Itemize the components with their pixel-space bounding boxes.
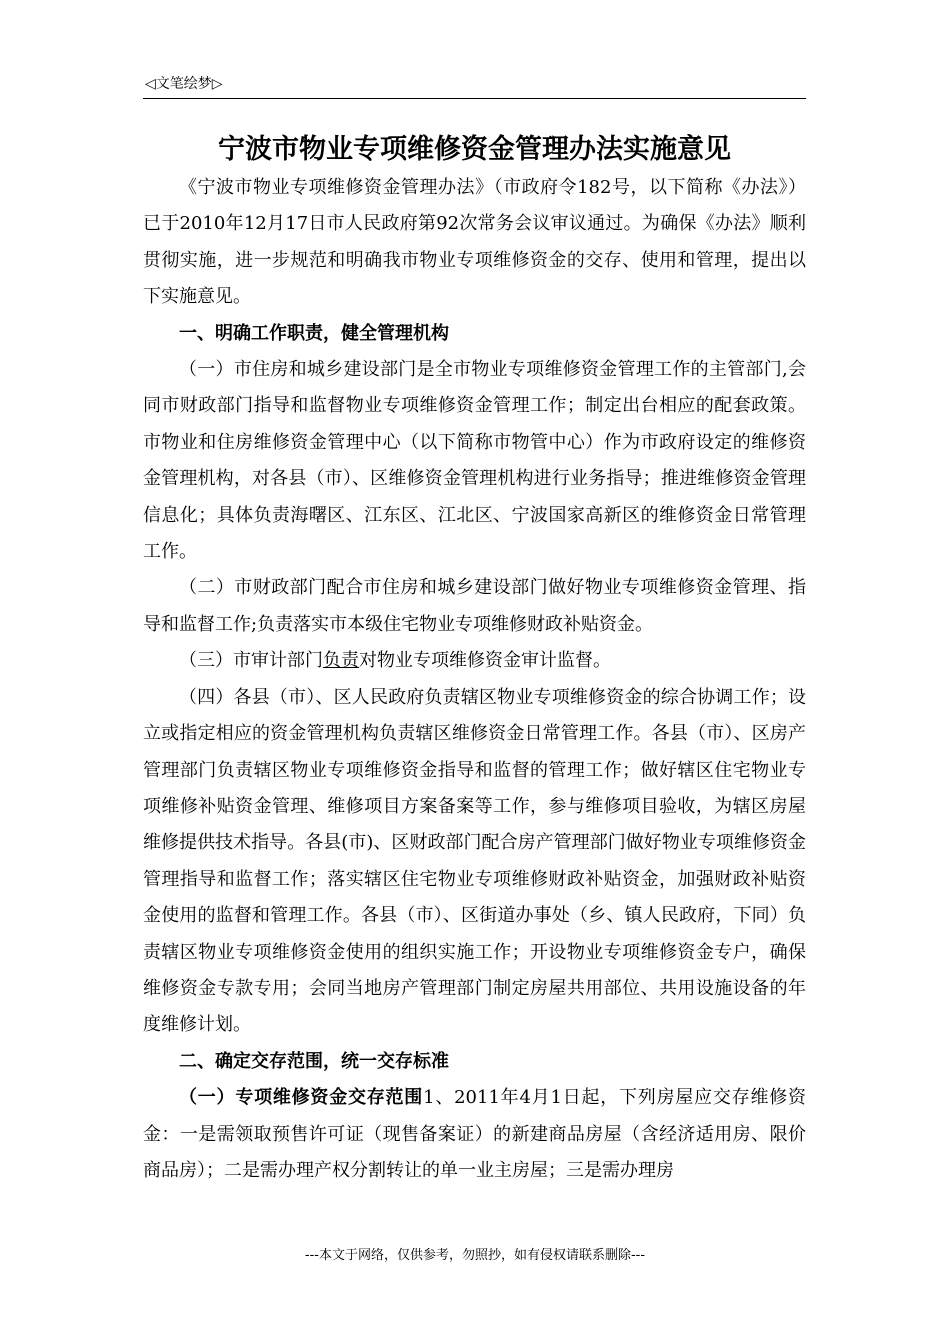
section-1-paragraph-1: （一）市住房和城乡建设部门是全市物业专项维修资金管理工作的主管部门,会同市财政部门指导和监督物业专项维修资金管理工作；制定出台相应的配套政策。市物业和住房维修资金管理中心（以下简称市物管中心）作为市政府设定的维修资金管理机构，对各县（市）、区维修资金管理机构进行业务指导；推进维修资金管理信息化；具体负责海曙区、江东区、江北区、宁波国家高新区的维修资金日常管理工作。 [143,359,806,563]
intro-paragraph: 《宁波市物业专项维修资金管理办法》（市政府令182号，以下简称《办法》）已于2010年12月17日市人民政府第92次常务会议审议通过。为确保《办法》顺利贯彻实施，进一步规范和明确我市物业专项维修资金的交存、使用和管理，提出以下实施意见。 [143,177,806,308]
footer-disclaimer: ---本文于网络，仅供参考，勿照抄，如有侵权请联系删除--- [304,1248,646,1263]
subsection-text: 1、2011年4月1日起，下列房屋应交存维修资金：一是需领取预售许可证（现售备案证）的新建商品房屋（含经济适用房、限价商品房）；二是需办理产权分割转让的单一业主房屋；三是需办理房 [143,1087,806,1181]
document-title: 宁波市物业专项维修资金管理办法实施意见 [218,134,731,165]
document-body [143,170,806,1189]
section-1-heading: 一、明确工作职责，健全管理机构 [179,322,449,344]
section-1-paragraph-4: （四）各县（市）、区人民政府负责辖区物业专项维修资金的综合协调工作；设立或指定相应的资金管理机构负责辖区维修资金日常管理工作。各县（市）、区房产管理部门负责辖区物业专项维修资金指导和监督的管理工作；做好辖区住宅物业专项维修补贴资金管理、维修项目方案备案等工作，参与维修项目验收，为辖区房屋维修提供技术指导。各县(市)、区财政部门配合房产管理部门做好物业专项维修资金管理指导和监督工作；落实辖区住宅物业专项维修财政补贴资金，加强财政补贴资金使用的监督和管理工作。各县（市）、区街道办事处（乡、镇人民政府，下同）负责辖区物业专项维修资金使用的组织实施工作；开设物业专项维修资金专户，确保维修资金专款专用；会同当地房产管理部门制定房屋共用部位、共用设施设备的年度维修计划。 [143,686,806,1036]
paragraph-3-tail: 对物业专项维修资金审计监督。 [359,650,611,672]
section-1-paragraph-2: （二）市财政部门配合市住房和城乡建设部门做好物业专项维修资金管理、指导和监督工作;负责落实市本级住宅物业专项维修财政补贴资金。 [143,577,806,635]
header-brand: ◁文笔绘梦▷ [145,76,223,92]
subsection-heading: （一）专项维修资金交存范围 [179,1087,424,1109]
header-divider [143,98,806,99]
section-2-heading: 二、确定交存范围，统一交存标准 [179,1050,449,1072]
underlined-word: 负责 [323,650,359,672]
section-2-paragraph-1 [143,1080,806,1189]
section-1-paragraph-3 [143,643,806,679]
paragraph-3-lead: （三）市审计部门 [179,650,323,672]
